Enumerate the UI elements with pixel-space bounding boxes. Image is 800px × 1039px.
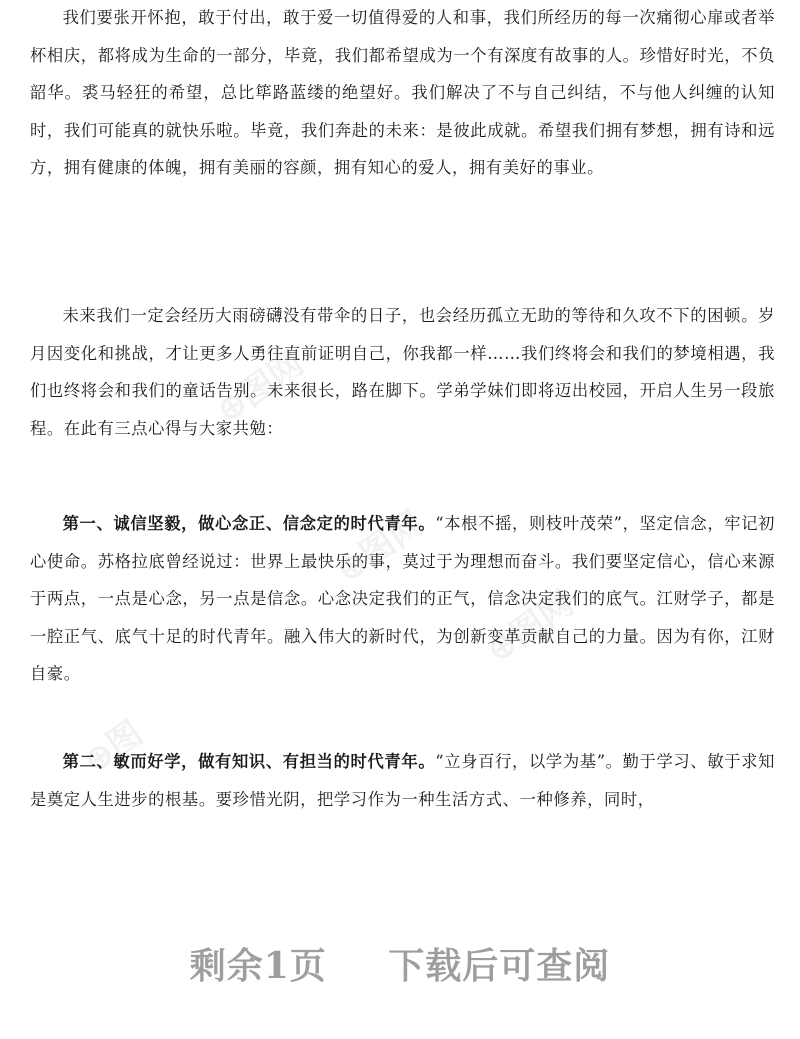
remaining-pages-label: 剩余1页 (189, 945, 327, 987)
watermark: ⊕图网 (329, 503, 432, 592)
watermark: ⊕图网 (209, 343, 312, 432)
download-prompt-label: 下载后可查阅 (388, 945, 611, 987)
download-banner[interactable] (0, 938, 800, 989)
watermark: ⊕图网 (479, 583, 582, 672)
paragraph-3-text: “本根不摇，则枝叶茂荣”，坚定信念，牢记初心使命。苏格拉底曾经说过：世界上最快乐的事，莫过于为理想而奋斗。我们要坚定信心，信心来源于两点，一点是心念，另一点是信念。心念决定我们的正气，信念决定我们的底气。江财学子，都是一腔正气、底气十足的时代青年。融入伟大的新时代，为创新变革贡献自己的力量。因为有你，江财自豪。 (30, 514, 776, 683)
paragraph-2: 未来我们一定会经历大雨磅礴没有带伞的日子，也会经历孤立无助的等待和久攻不下的困顿。岁月因变化和挑战，才让更多人勇往直前证明自己，你我都一样……我们终将会和我们的梦境相遇，我们也终将会和我们的童话告别。未来很长，路在脚下。学弟学妹们即将迈出校园，开启人生另一段旅程。在此有三点心得与大家共勉： (30, 306, 775, 438)
paragraph-3 (30, 505, 775, 693)
paragraph-4-text: “立身百行，以学为基”。勤于学习、敏于求知是奠定人生进步的根基。要珍惜光阴，把学习作为一种生活方式、一种修养，同时， (30, 752, 776, 809)
paragraph-1: 我们要张开怀抱，敢于付出，敢于爱一切值得爱的人和事，我们所经历的每一次痛彻心扉或者举杯相庆，都将成为生命的一部分，毕竟，我们都希望成为一个有深度有故事的人。珍惜好时光，不负韶华。裘马轻狂的希望，总比筚路蓝缕的绝望好。我们解决了不与自己纠结，不与他人纠缠的认知时，我们可能真的就快乐啦。毕竟，我们奔赴的未来：是彼此成就。希望我们拥有梦想，拥有诗和远方，拥有健康的体魄，拥有美丽的容颜，拥有知心的爱人，拥有美好的事业。 (30, 8, 775, 177)
paragraph-4 (30, 743, 775, 818)
watermark: ⊕图 (76, 713, 151, 782)
paragraph-4-heading: 第二、敏而好学，做有知识、有担当的时代青年。 (62, 752, 436, 771)
paragraph-3-heading: 第一、诚信坚毅，做心念正、信念定的时代青年。 (62, 514, 436, 533)
